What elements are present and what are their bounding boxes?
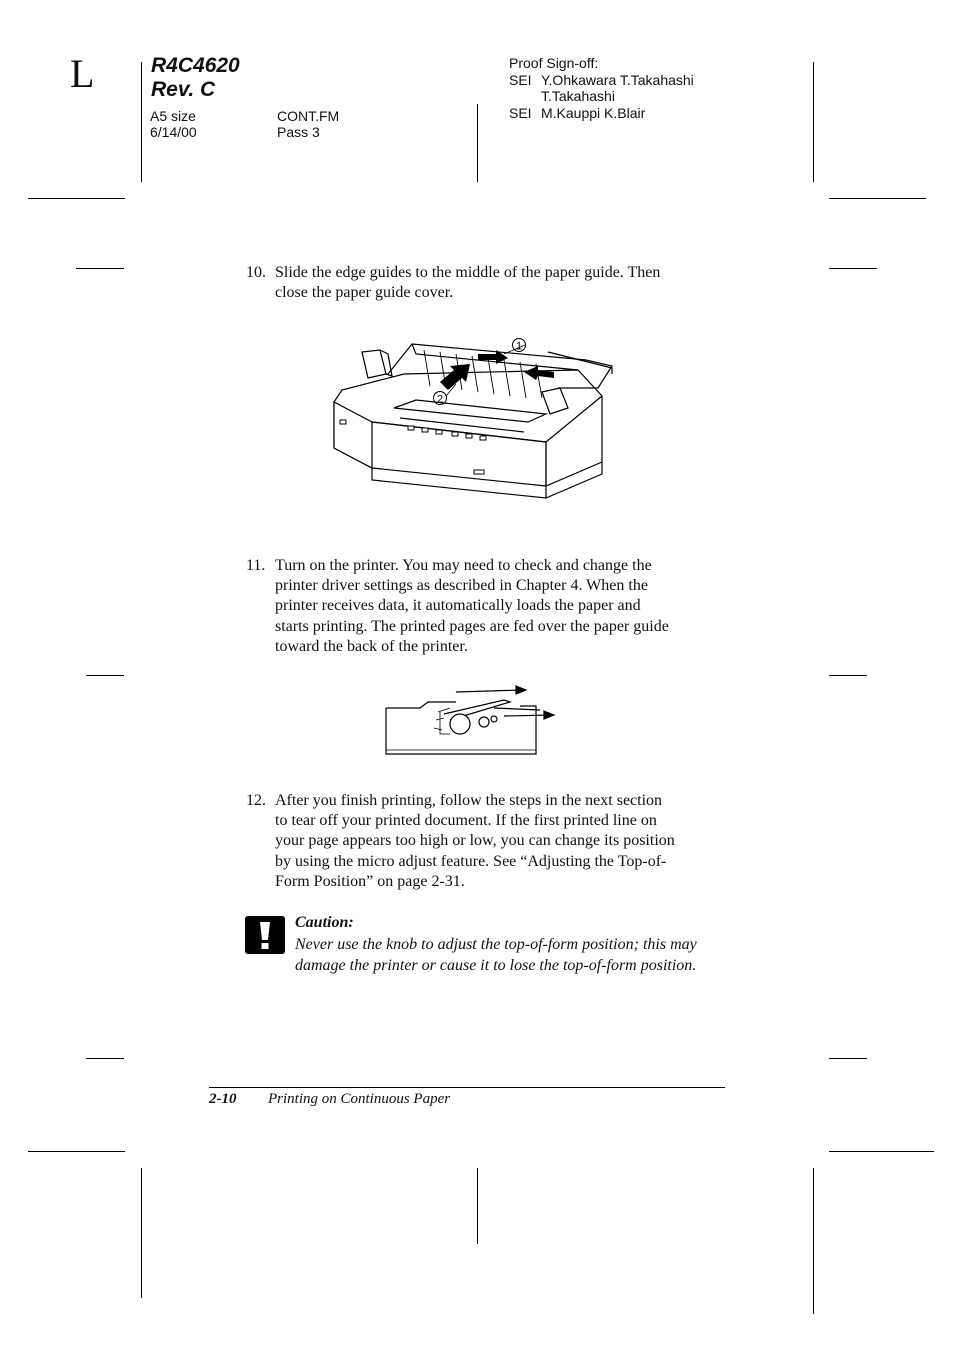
footer-rule [209,1087,725,1088]
file-name: CONT.FM [277,108,340,124]
step-line: printer receives data, it automatically loads the paper and [275,597,641,615]
step-line: close the paper guide cover. [275,284,454,302]
caution-line: Never use the knob to adjust the top-of-form position; this may [295,936,697,953]
crop-mark [141,62,142,182]
corner-mark: L [70,51,95,96]
crop-mark [86,675,124,676]
caution-text [295,935,735,976]
step-line: starts printing. The printed pages are fed over the paper guide [275,617,669,635]
proof-org: SEI [509,105,532,121]
chapter-title: Printing on Continuous Paper [268,1091,451,1107]
callout-2: 2 [436,393,444,406]
doc-revision: Rev. C [151,78,216,101]
step-11 [246,556,726,657]
crop-mark [477,1168,478,1244]
crop-mark [141,1168,142,1298]
paper-size: A5 size [150,108,196,124]
doc-code: R4C4620 [151,54,240,77]
pass-label: Pass 3 [277,124,320,140]
step-number: 12. [246,792,266,809]
step-line: by using the micro adjust feature. See “Adjusting the Top-of- [275,852,667,870]
step-line: toward the back of the printer. [275,637,468,655]
page-number: 2-10 [209,1091,237,1107]
crop-mark [86,1058,124,1059]
printer-paper-guide-illustration [328,330,618,530]
proof-names: Y.Ohkawara T.Takahashi [541,72,694,88]
crop-mark [829,675,867,676]
step-line: Slide the edge guides to the middle of the paper guide. Then [275,264,661,281]
proof-org: SEI [509,72,532,88]
proof-heading: Proof Sign-off: [509,55,599,71]
caution-icon [245,916,285,954]
step-line: your page appears too high or low, you can change its position [275,832,675,850]
crop-mark [813,62,814,182]
proof-names: T.Takahashi [541,88,615,104]
crop-mark [829,1151,934,1152]
crop-mark [813,1168,814,1314]
step-line: Form Position” on page 2-31. [275,872,465,890]
caution-label: Caution: [295,914,354,931]
step-line: to tear off your printed document. If the first printed line on [275,812,657,830]
crop-mark [829,268,877,269]
step-line: Turn on the printer. You may need to check and change the [275,557,652,574]
crop-mark [829,198,926,199]
printer-side-view-illustration [380,684,560,760]
caution-line: damage the printer or cause it to lose the top-of-form position. [295,956,697,974]
crop-mark [477,104,478,182]
step-line: printer driver settings as described in Chapter 4. When the [275,577,648,595]
crop-mark [28,1151,125,1152]
crop-mark [28,198,125,199]
doc-date: 6/14/00 [150,124,197,140]
proof-names: M.Kauppi K.Blair [541,105,646,121]
step-12 [246,791,726,892]
step-number: 10. [246,264,266,281]
crop-mark [76,268,124,269]
crop-mark [829,1058,867,1059]
callout-1: 1 [515,340,523,353]
step-10 [246,263,726,303]
step-line: After you finish printing, follow the steps in the next section [275,792,663,809]
step-number: 11. [246,557,266,574]
